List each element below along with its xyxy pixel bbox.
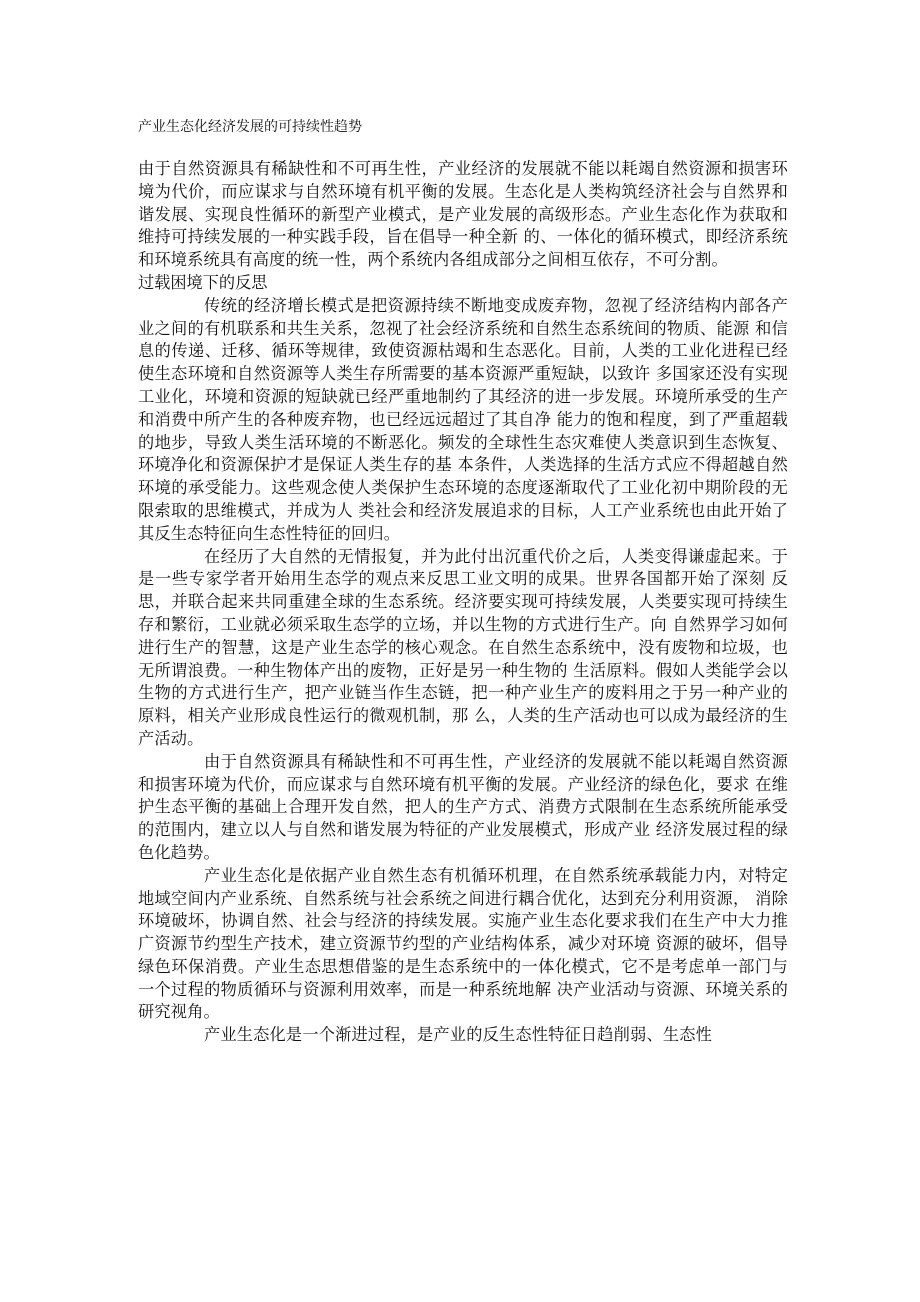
section-heading: 过载困境下的反思 (138, 272, 268, 292)
body-paragraph-3: 由于自然资源具有稀缺性和不可再生性，产业经济的发展就不能以耗竭自然资源和损害环境为代价，而应谋求与自然环境有机平衡的发展。产业经济的绿色化，要求 在维护生态平衡的基础上合理开发自然，把人的生产方式、消费方式限制在生态系统所能承受的范围内，建立以人与自然和谐发展为特征的产业发展模式，形成产业 经济发展过程的绿色化趋势。 (138, 751, 788, 862)
body-paragraph-5: 产业生态化是一个渐进过程，是产业的反生态性特征日趋削弱、生态性 (204, 1025, 713, 1045)
document-title: 产业生态化经济发展的可持续性趋势 (138, 119, 362, 135)
body-paragraph-4: 产业生态化是依据产业自然生态有机循环机理，在自然系统承载能力内，对特定地域空间内产业系统、自然系统与社会系统之间进行耦合优化，达到充分利用资源， 消除环境破坏，协调自然、社会与经济的持续发展。实施产业生态化要求我们在生产中大力推广资源节约型生产技术，建立资源节约型的产业结构体系，减少对环境 资源的破坏，倡导绿色环保消费。产业生态思想借鉴的是生态系统中的一体化模式，它不是考虑单一部门与一个过程的物质循环与资源利用效率，而是一种系统地解 决产业活动与资源、环境关系的研究视角。 (138, 865, 788, 1022)
body-paragraph-2: 在经历了大自然的无情报复，并为此付出沉重代价之后，人类变得谦虚起来。于是一些专家学者开始用生态学的观点来反思工业文明的成果。世界各国都开始了深刻 反思，并联合起来共同重建全球的生态系统。经济要实现可持续发展，人类要实现可持续生存和繁衍，工业就必须采取生态学的立场，并以生物的方式进行生产。向 自然界学习如何进行生产的智慧，这是产业生态学的核心观念。在自然生态系统中，没有废物和垃圾，也无所谓浪费。一种生物体产出的废物，正好是另一种生物的 生活原料。假如人类能学会以生物的方式进行生产，把产业链当作生态链，把一种产业生产的废料用之于另一种产业的原料，相关产业形成良性运行的微观机制，那 么，人类的生产活动也可以成为最经济的生产活动。 (138, 546, 788, 748)
document-page (138, 118, 788, 1047)
intro-paragraph: 由于自然资源具有稀缺性和不可再生性，产业经济的发展就不能以耗竭自然资源和损害环境为代价，而应谋求与自然环境有机平衡的发展。生态化是人类构筑经济社会与自然界和谐发展、实现良性循环的新型产业模式，是产业发展的高级形态。产业生态化作为获取和维持可持续发展的一种实践手段，旨在倡导一种全新 的、一体化的循环模式，即经济系统和环境系统具有高度的统一性，两个系统内各组成部分之间相互依存，不可分割。 (138, 159, 788, 270)
body-paragraph-1: 传统的经济增长模式是把资源持续不断地变成废弃物，忽视了经济结构内部各产业之间的有机联系和共生关系，忽视了社会经济系统和自然生态系统间的物质、能源 和信息的传递、迁移、循环等规律，致使资源枯竭和生态恶化。目前，人类的工业化进程已经使生态环境和自然资源等人类生存所需要的基本资源严重短缺，以致许 多国家还没有实现工业化，环境和资源的短缺就已经严重地制约了其经济的进一步发展。环境所承受的生产和消费中所产生的各种废弃物，也已经远远超过了其自净 能力的饱和程度，到了严重超载的地步，导致人类生活环境的不断恶化。频发的全球性生态灾难使人类意识到生态恢复、环境净化和资源保护才是保证人类生存的基 本条件，人类选择的生活方式应不得超越自然环境的承受能力。这些观念使人类保护生态环境的态度逐渐取代了工业化初中期阶段的无限索取的思维模式，并成为人 类社会和经济发展追求的目标，人工产业系统也由此开始了其反生态特征向生态性特征的回归。 (138, 295, 788, 543)
